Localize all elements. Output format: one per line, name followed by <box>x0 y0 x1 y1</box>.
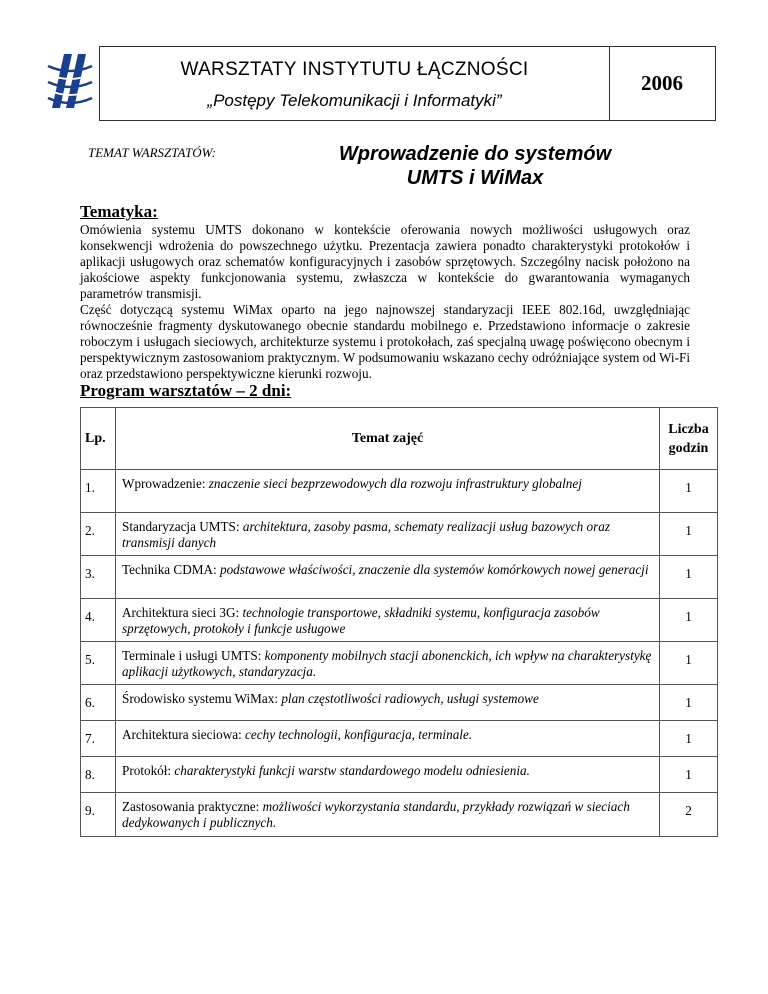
row-topic-title: Technika CDMA: <box>122 562 217 577</box>
row-hours: 1 <box>660 685 718 721</box>
row-hours: 1 <box>660 757 718 793</box>
row-topic-title: Architektura sieci 3G: <box>122 605 240 620</box>
tematyka-paragraph-1: Omówienia systemu UMTS dokonano w kontekście oferowania nowych możliwości usługowych oraz konsekwencji wdrożenia do powszechnego użytku. Prezentacja zawiera ponadto charakterystyki protokołów i aplikacji usługowych oraz schematów konfiguracyjnych i zasobów sprzętowych. Szczególny nacisk położono na jakościowe aspekty funkcjonowania systemu, zwłaszcza w kontekście do gwarantowania wymaganych parametrów transmisji. <box>80 222 690 301</box>
institute-logo-icon <box>44 46 96 116</box>
row-topic-title: Architektura sieciowa: <box>122 727 242 742</box>
table-row <box>81 757 718 793</box>
row-topic-description: znaczenie sieci bezprzewodowych dla rozwoju infrastruktury globalnej <box>208 476 582 491</box>
row-topic-title: Środowisko systemu WiMax: <box>122 691 279 706</box>
row-topic-description: architektura, zasoby pasma, schematy realizacji usług bazowych oraz transmisji danych <box>122 519 610 550</box>
table-header-row <box>81 408 718 470</box>
row-topic-title: Zastosowania praktyczne: <box>122 799 260 814</box>
program-table-body <box>81 470 718 837</box>
year: 2006 <box>641 71 683 95</box>
table-row <box>81 470 718 513</box>
row-number: 7. <box>81 721 116 757</box>
row-hours: 1 <box>660 721 718 757</box>
row-number: 4. <box>81 599 116 642</box>
program-table <box>80 407 718 837</box>
row-topic <box>116 513 660 556</box>
row-topic-description: plan częstotliwości radiowych, usługi systemowe <box>281 691 539 706</box>
organization-title: WARSZTATY INSTYTUTU ŁĄCZNOŚCI <box>180 59 529 80</box>
row-topic-title: Terminale i usługi UMTS: <box>122 648 262 663</box>
row-number: 3. <box>81 556 116 599</box>
row-topic <box>116 685 660 721</box>
table-row <box>81 793 718 837</box>
row-hours: 2 <box>660 793 718 837</box>
row-number: 9. <box>81 793 116 837</box>
program-heading: Program warsztatów – 2 dni: <box>80 381 292 400</box>
table-row <box>81 685 718 721</box>
row-topic-description: podstawowe właściwości, znaczenie dla systemów komórkowych nowej generacji <box>219 562 649 577</box>
row-topic <box>116 757 660 793</box>
tematyka-heading: Tematyka: <box>80 202 158 221</box>
table-row <box>81 642 718 685</box>
row-topic-description: charakterystyki funkcji warstw standardowego modelu odniesienia. <box>174 763 530 778</box>
table-row <box>81 513 718 556</box>
topic-title-line2: UMTS i WiMax <box>406 167 544 189</box>
row-topic <box>116 721 660 757</box>
row-topic-description: komponenty mobilnych stacji abonenckich, ich wpływ na charakterystykę aplikacji użytkowych, standaryzacja. <box>122 648 652 679</box>
row-topic <box>116 556 660 599</box>
row-hours: 1 <box>660 642 718 685</box>
row-number: 5. <box>81 642 116 685</box>
row-topic-title: Wprowadzenie: <box>122 476 206 491</box>
topic-title <box>290 142 660 190</box>
header-main <box>100 47 610 120</box>
row-hours: 1 <box>660 599 718 642</box>
row-topic-description: cechy technologii, konfiguracja, terminale. <box>245 727 473 742</box>
row-number: 8. <box>81 757 116 793</box>
row-topic-description: technologie transportowe, składniki systemu, konfiguracja zasobów sprzętowych, protokoły i funkcje usługowe <box>122 605 600 636</box>
row-topic-title: Protokół: <box>122 763 172 778</box>
topic-label: TEMAT WARSZTATÓW: <box>88 145 216 160</box>
column-header-lp: Lp. <box>81 408 116 470</box>
header-box <box>99 46 716 121</box>
row-hours: 1 <box>660 556 718 599</box>
row-hours: 1 <box>660 470 718 513</box>
row-topic-title: Standaryzacja UMTS: <box>122 519 240 534</box>
series-subtitle: „Postępy Telekomunikacji i Informatyki” <box>207 91 502 110</box>
table-row <box>81 556 718 599</box>
row-topic <box>116 642 660 685</box>
table-row <box>81 721 718 757</box>
topic-title-line1: Wprowadzenie do systemów <box>338 143 612 165</box>
row-topic <box>116 599 660 642</box>
row-topic-description: możliwości wykorzystania standardu, przykłady rozwiązań w sieciach dedykowanych i publicznych. <box>122 799 630 830</box>
row-number: 6. <box>81 685 116 721</box>
row-number: 1. <box>81 470 116 513</box>
column-header-topic: Temat zajęć <box>116 408 660 470</box>
column-header-hours: Liczba godzin <box>660 408 718 470</box>
row-number: 2. <box>81 513 116 556</box>
table-row <box>81 599 718 642</box>
tematyka-paragraph-2: Część dotyczącą systemu WiMax oparto na jego najnowszej standaryzacji IEEE 802.16d, uwzględniając równocześnie fragmenty dyskutowanego obecnie standardu mobilnego e. Przedstawiono informacje o zakresie roboczym i usługach sieciowych, architekturze systemu i protokołach, zaś specjalną uwagę poświęcono obecnym i perspektywicznym zastosowaniom praktycznym. W podsumowaniu wskazano cechy odróżniające system od Wi-Fi oraz przedstawiono perspektywiczne kierunki rozwoju. <box>80 302 690 381</box>
row-hours: 1 <box>660 513 718 556</box>
row-topic <box>116 793 660 837</box>
row-topic <box>116 470 660 513</box>
